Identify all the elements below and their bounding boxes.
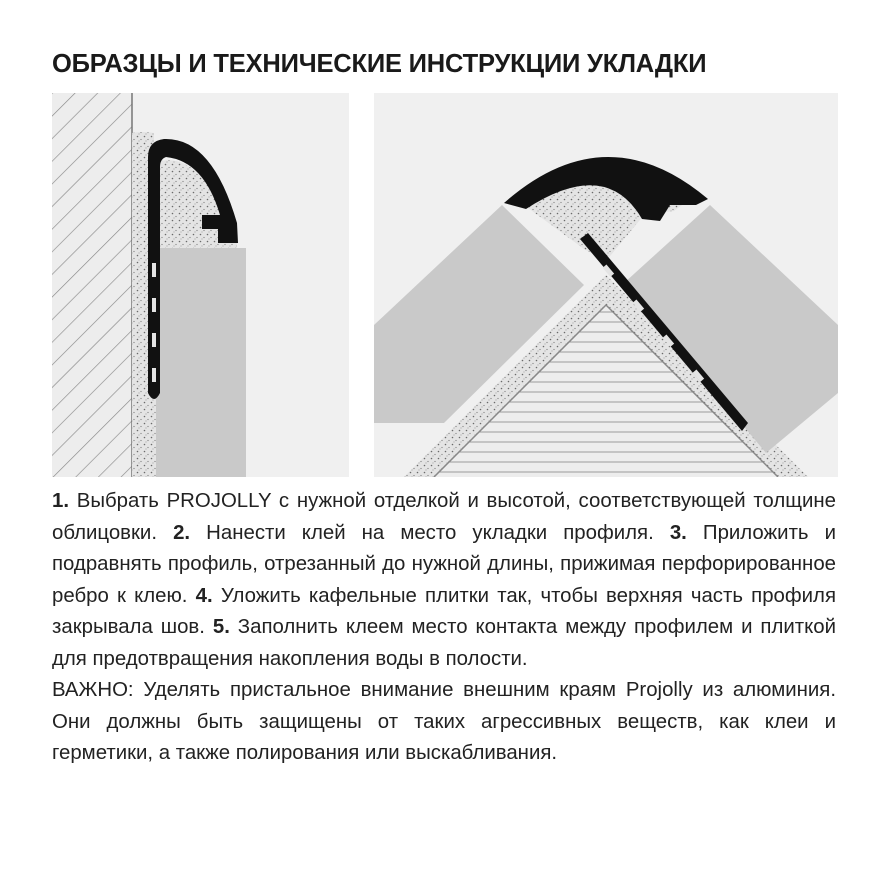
instructions-text: [52, 486, 836, 770]
corner-profile-diagram: [374, 93, 838, 477]
important-note: ВАЖНО: Уделять пристальное внимание внешним краям Projolly из алюминия. Они должны быть защищены от таких агрессивных веществ, как клеи и герметики, а также полирования или выскабливания.: [52, 679, 836, 764]
installation-steps: [52, 486, 836, 675]
step-2-number: 2.: [173, 521, 191, 544]
step-5-text: Заполнить клеем место контакта между профилем и плиткой для предотвращения накопления воды в полости.: [52, 616, 836, 670]
step-3-number: 3.: [669, 521, 687, 544]
step-1-text: Выбрать PROJOLLY с нужной отделкой и высотой, соответствующей толщине облицовки.: [52, 490, 836, 544]
step-1-number: 1.: [52, 490, 70, 512]
page-title: ОБРАЗЦЫ И ТЕХНИЧЕСКИЕ ИНСТРУКЦИИ УКЛАДКИ: [52, 50, 707, 78]
step-4-text: Уложить кафельные плитки так, чтобы верхняя часть профиля закрывала шов.: [52, 584, 836, 638]
step-3-text: Приложить и подравнять профиль, отрезанный до нужной длины, прижимая перфорированное ребро к клею.: [52, 521, 836, 607]
step-5-number: 5.: [212, 616, 230, 638]
step-4-number: 4.: [195, 584, 213, 607]
step-2-text: Нанести клей на место укладки профиля.: [190, 521, 670, 544]
wall-profile-diagram: [52, 93, 349, 477]
